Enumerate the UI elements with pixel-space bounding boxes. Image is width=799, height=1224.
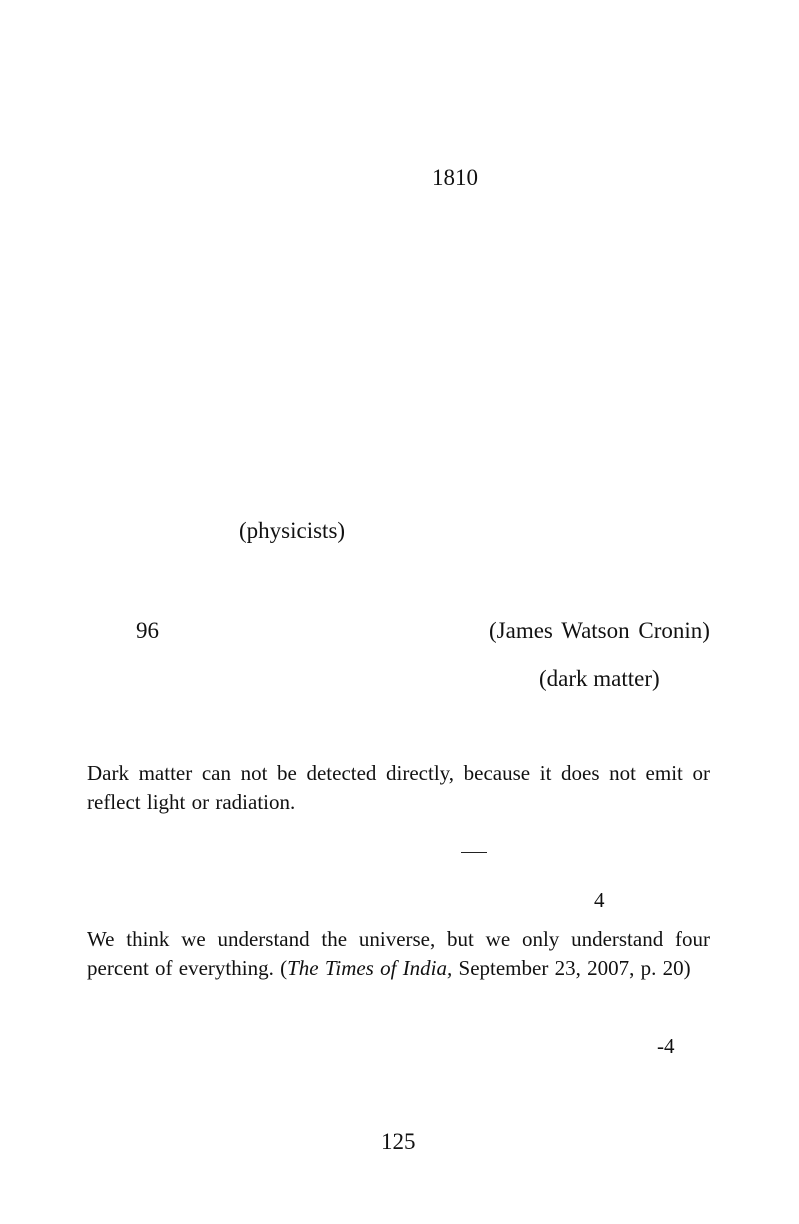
universe-quote-text: We think we understand the universe, but we only understand four percent of everything. (	[87, 927, 710, 980]
term-dark-matter: (dark matter)	[539, 666, 660, 691]
universe-quote-date: September 23, 2007, p. 20)	[452, 956, 691, 980]
term-physicists: (physicists)	[239, 518, 346, 543]
year-1810: 1810	[432, 165, 478, 190]
number-4: 4	[594, 888, 605, 912]
universe-quote	[87, 925, 710, 983]
number-96: 96	[136, 618, 159, 643]
minus-4: -4	[657, 1034, 675, 1058]
em-dash	[461, 852, 487, 853]
universe-quote-source: The Times of India,	[287, 956, 453, 980]
page-number: 125	[381, 1129, 416, 1154]
name-james-watson-cronin: (James Watson Cronin)	[489, 618, 710, 643]
dark-matter-quote: Dark matter can not be detected directly, because it does not emit or reflect light or radiation.	[87, 761, 710, 814]
